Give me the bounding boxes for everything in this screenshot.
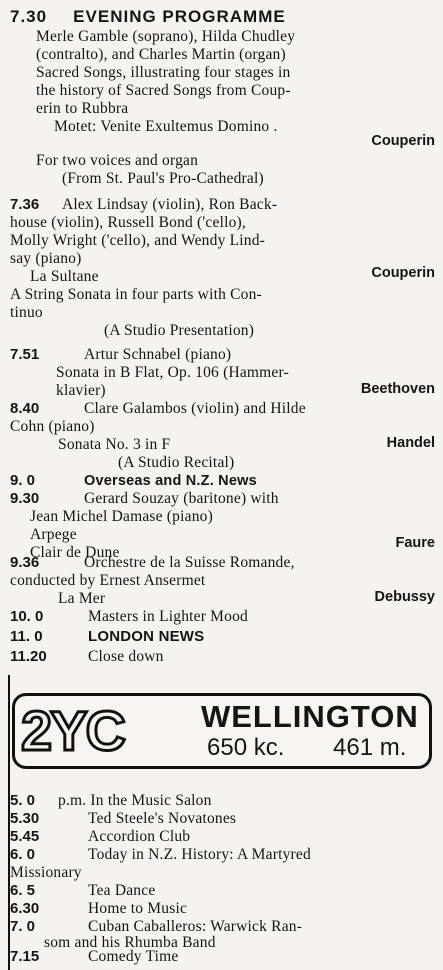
listing-time: 9.30 (10, 490, 40, 507)
composer-name: Handel (386, 435, 435, 451)
listing-line: klavier) (56, 382, 106, 399)
listing-time: 6. 0 (10, 846, 36, 863)
listing-line: the history of Sacred Songs from Coup- (36, 82, 291, 99)
station-name: WELLINGTON (201, 699, 419, 734)
listing-line: Home to Music (88, 900, 188, 917)
composer-name: Faure (395, 535, 435, 551)
listing-line: Orchestre de la Suisse Romande, (84, 554, 295, 571)
listing-time: 7.51 (10, 346, 40, 363)
listing-line: erin to Rubbra (36, 100, 129, 117)
listing-line: Alex Lindsay (violin), Ron Back- (62, 196, 278, 213)
listing-line: Sonata in B Flat, Op. 106 (Hammer- (56, 364, 289, 381)
listing-time: 7.15 (10, 948, 40, 965)
listing-line: Clare Galambos (violin) and Hilde (84, 400, 306, 417)
listing-line: Missionary (10, 864, 82, 881)
listing-line: Clair de Dune (30, 544, 120, 561)
listing-time: 5.45 (10, 828, 40, 845)
listing-line: say (piano) (10, 250, 82, 267)
listing-line: Molly Wright ('cello), and Wendy Lind- (10, 232, 266, 249)
listing-line: Masters in Lighter Mood (88, 608, 249, 625)
listing-line: (A Studio Recital) (118, 454, 235, 471)
listing-line: LONDON NEWS (88, 628, 205, 645)
listing-line: Artur Schnabel (piano) (84, 346, 232, 363)
listing-time: 10. 0 (10, 608, 44, 625)
listing-line: Arpege (30, 526, 77, 543)
listing-line: (contralto), and Charles Martin (organ) (36, 46, 286, 63)
station-wavelength: 461 m. (333, 734, 407, 761)
listing-line: Overseas and N.Z. News (84, 473, 257, 489)
listing-line: Cuban Caballeros: Warwick Ran- (88, 918, 303, 935)
listing-line: house (violin), Russell Bond ('cello), (10, 214, 246, 231)
listing-time: 9. 0 (10, 472, 36, 489)
listing-time: 9.36 (10, 554, 40, 571)
listing-line: Tea Dance (88, 882, 156, 899)
composer-name: Couperin (371, 265, 435, 281)
listing-line: La Mer (58, 590, 106, 607)
composer-name: Beethoven (360, 381, 435, 397)
listing-line: Sonata No. 3 in F (58, 436, 171, 453)
listing-line: Sacred Songs, illustrating four stages in (36, 64, 291, 81)
listing-line: conducted by Ernest Ansermet (10, 572, 206, 589)
listing-line: For two voices and organ (36, 152, 199, 169)
station-frequency: 650 kc. (207, 734, 285, 761)
listing-line: La Sultane (30, 268, 99, 285)
listing-line: Motet: Venite Exultemus Domino . (54, 118, 278, 135)
header-title: EVENING PROGRAMME (73, 7, 286, 26)
listing-line: Cohn (piano) (10, 418, 95, 435)
listing-line: Jean Michel Damase (piano) (30, 508, 213, 525)
listing-time: 7. 0 (10, 918, 36, 935)
listing-line: Accordion Club (88, 828, 191, 845)
listing-time: 6. 5 (10, 882, 36, 899)
listing-time: 8.40 (10, 400, 40, 417)
listing-time: 5.30 (10, 810, 40, 827)
listing-time: 5. 0 (10, 792, 36, 809)
listing-time: 6.30 (10, 900, 40, 917)
listing-line: (From St. Paul's Pro-Cathedral) (62, 170, 264, 187)
listing-line: som and his Rhumba Band (44, 934, 216, 951)
composer-name: Couperin (371, 133, 435, 149)
station-logo: 2YC (21, 699, 124, 762)
listing-line: Close down (88, 648, 164, 665)
listing-time: 11. 0 (10, 628, 43, 645)
listing-line: (A Studio Presentation) (104, 322, 255, 339)
listing-line: Today in N.Z. History: A Martyred (88, 846, 311, 863)
listing-line: Comedy Time (88, 948, 179, 965)
station-banner (12, 693, 432, 769)
listing-line: A String Sonata in four parts with Con- (10, 286, 262, 303)
composer-name: Debussy (374, 589, 435, 605)
listing-line: Ted Steele's Novatones (88, 810, 237, 827)
listing-time: 11.20 (10, 648, 47, 665)
listing-line: p.m. In the Music Salon (58, 792, 212, 809)
listing-line: Merle Gamble (soprano), Hilda Chudley (36, 28, 296, 45)
listing-line: tinuo (10, 304, 43, 321)
listing-line: Gerard Souzay (baritone) with (84, 490, 279, 507)
header-time: 7.30 (10, 7, 48, 26)
programme-header (10, 8, 286, 27)
listing-time: 7.36 (10, 196, 40, 213)
